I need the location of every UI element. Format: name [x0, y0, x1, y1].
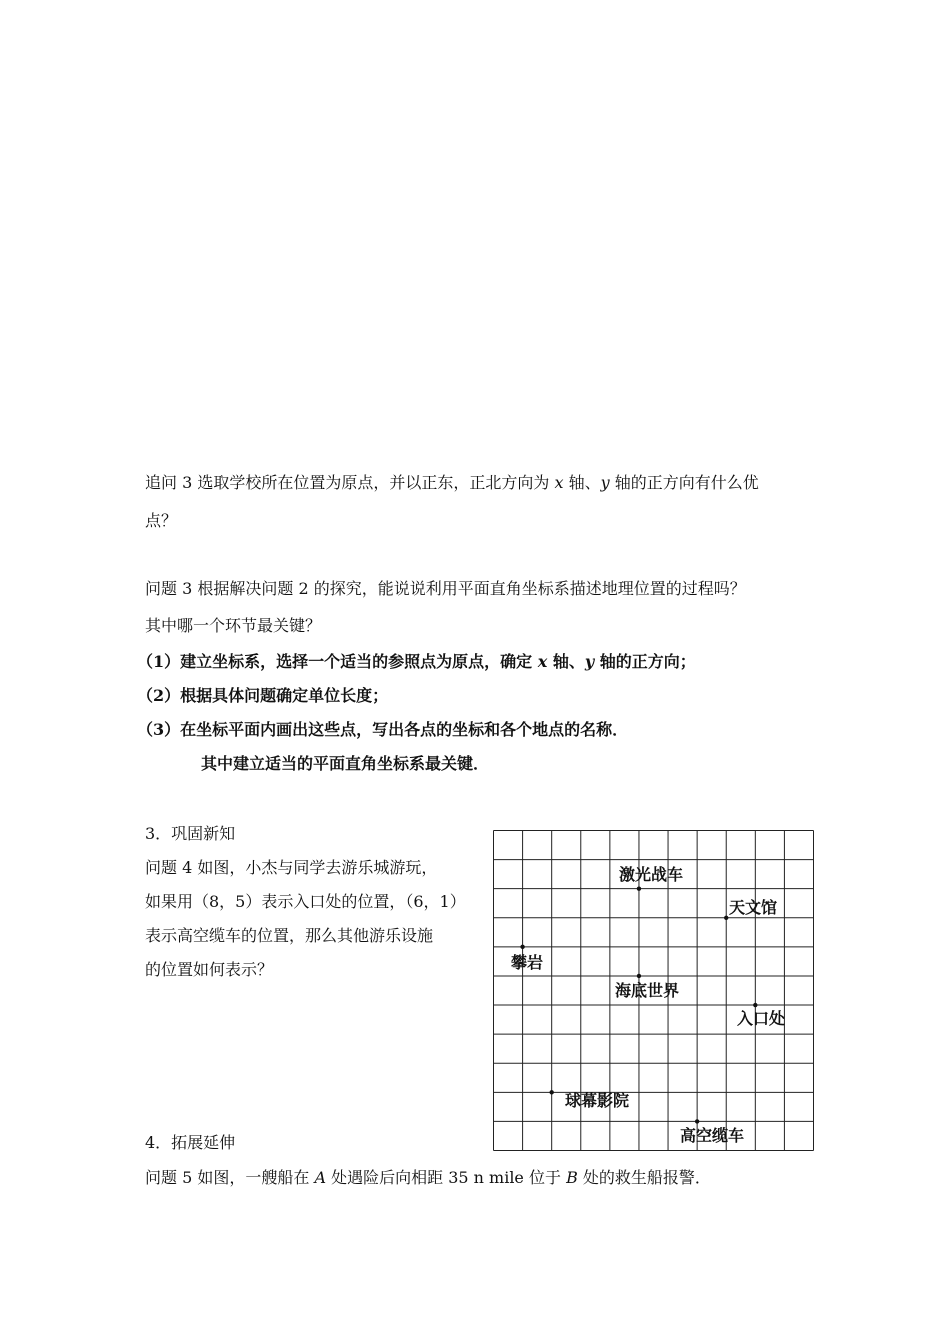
step-2: （2）根据具体问题确定单位长度；	[137, 686, 389, 705]
place-label: 高空缆车	[680, 1126, 745, 1145]
place-label: 球幕影院	[565, 1091, 630, 1110]
question4-line2: 如果用（8，5）表示入口处的位置，（6，1）	[145, 892, 466, 911]
x-var: x	[554, 473, 564, 492]
point-a-var: A	[314, 1168, 327, 1187]
place-marker	[753, 1003, 757, 1007]
step-1-text-c: 轴的正方向；	[594, 652, 696, 671]
place-label: 入口处	[737, 1009, 786, 1028]
place-marker	[695, 1119, 699, 1123]
place-label: 海底世界	[615, 981, 680, 1000]
section3-heading: 3．巩固新知	[145, 824, 236, 843]
question4-line4: 的位置如何表示？	[145, 960, 274, 979]
section4-heading: 4．拓展延伸	[145, 1133, 236, 1152]
question3-line1: 问题 3 根据解决问题 2 的探究，能说说利用平面直角坐标系描述地理位置的过程吗？	[145, 579, 746, 598]
step-1	[137, 651, 696, 673]
place-label: 攀岩	[511, 953, 544, 972]
step-1-x-var: x	[537, 652, 548, 671]
step-1-y-var: y	[584, 652, 595, 671]
followup3-text-a: 追问 3 选取学校所在位置为原点，并以正东，正北方向为	[145, 473, 555, 492]
point-b-var: B	[566, 1168, 578, 1187]
y-var: y	[600, 473, 610, 492]
place-marker	[549, 1090, 553, 1094]
followup3-text-b: 轴、	[563, 473, 601, 492]
followup3-text-c: 轴的正方向有什么优	[609, 473, 759, 492]
place-marker	[637, 886, 641, 890]
place-label: 天文馆	[729, 898, 778, 917]
step-1-text-a: （1）建立坐标系，选择一个适当的参照点为原点，确定	[137, 652, 538, 671]
place-label: 激光战车	[619, 865, 684, 884]
place-marker	[724, 916, 728, 920]
followup3-line1	[145, 472, 759, 494]
place-marker	[520, 945, 524, 949]
grid-svg	[493, 830, 814, 1151]
place-marker	[637, 974, 641, 978]
question5-text-c: 处的救生船报警．	[577, 1168, 711, 1187]
conclusion: 其中建立适当的平面直角坐标系最关键．	[201, 754, 490, 773]
question4-line1: 问题 4 如图，小杰与同学去游乐城游玩，	[145, 858, 438, 877]
followup3-line2: 点？	[145, 511, 178, 530]
question3-line2: 其中哪一个环节最关键？	[145, 616, 322, 635]
question5-text-b: 处遇险后向相距 35 n mile 位于	[326, 1168, 567, 1187]
amusement-park-grid	[493, 830, 814, 1151]
question5-text-a: 问题 5 如图，一艘船在	[145, 1168, 315, 1187]
step-1-text-b: 轴、	[547, 652, 585, 671]
step-3: （3）在坐标平面内画出这些点，写出各点的坐标和各个地点的名称．	[137, 720, 629, 739]
question5-line	[145, 1167, 711, 1189]
question4-line3: 表示高空缆车的位置，那么其他游乐设施	[145, 926, 434, 945]
